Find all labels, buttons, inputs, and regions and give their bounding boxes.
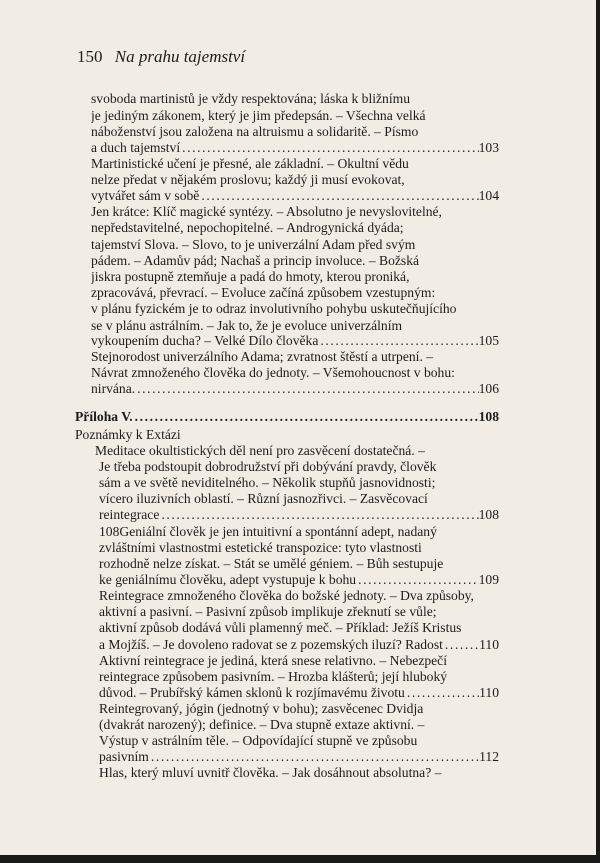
- dot-leader: [149, 749, 479, 765]
- toc-line: [91, 253, 499, 269]
- toc-page-number: 103: [478, 140, 499, 155]
- toc-text: nirvána.: [91, 381, 136, 396]
- toc-line: [91, 204, 499, 220]
- toc-text: v plánu fyzickém je to odraz involutivního pohybu uskutečňujícího: [91, 301, 457, 316]
- toc-entry-with-page: [91, 188, 499, 204]
- toc-text: Příloha V.: [75, 409, 133, 424]
- toc-text: reintegrace: [99, 507, 160, 522]
- toc-line: [91, 269, 499, 285]
- toc-line: [91, 172, 499, 188]
- toc-line: [99, 459, 499, 475]
- toc-text: Meditace okultistických děl není pro zasvěcení dostatečná. –: [95, 443, 425, 458]
- toc-text: aktivní a pasivní. – Pasivní způsob implikuje zřeknutí se vůle;: [99, 604, 437, 619]
- toc-line: [99, 620, 499, 636]
- toc-text: reintegrace způsobem pasivním. – Hrozba klášterů; její hluboký: [99, 669, 448, 684]
- toc-line: [91, 301, 499, 317]
- toc-text: Jen krátce: Klíč magické syntézy. – Absolutno je nevyslovitelné,: [91, 204, 442, 219]
- toc-page-number: 108: [478, 409, 499, 424]
- toc-text: je jediným zákonem, který je jim předepsán. – Všechna velká: [91, 108, 426, 123]
- toc-text: (dvakrát narozený); definice. – Dva stupně extaze aktivní. –: [99, 717, 425, 732]
- running-header: [77, 47, 245, 67]
- toc-text: vykoupením ducha? – Velké Dílo člověka: [91, 333, 319, 348]
- toc-page-number: 105: [478, 333, 499, 348]
- toc-page-number: 112: [479, 749, 499, 764]
- toc-line: [99, 540, 499, 556]
- toc-entry-with-page: [75, 409, 499, 425]
- dot-leader: [443, 637, 479, 653]
- dot-leader: [199, 188, 478, 204]
- toc-line: [99, 604, 499, 620]
- toc-text: Návrat zmnoženého člověka do jednoty. – Všemohoucnost v bohu:: [91, 365, 455, 380]
- toc-text: a duch tajemství: [91, 140, 181, 155]
- toc-entry-with-page: [91, 333, 499, 349]
- toc-text: 108Geniální člověk je jen intuitivní a spontánní adept, nadaný: [99, 524, 437, 539]
- toc-text: vícero iluzivních oblastí. – Různí jasnozřivci. – Zasvěcovací: [99, 491, 428, 506]
- toc-line: [91, 108, 499, 124]
- toc-page-number: 106: [478, 381, 499, 396]
- toc-line: [99, 653, 499, 669]
- dot-leader: [159, 507, 478, 523]
- toc-page-number: 109: [478, 572, 499, 587]
- toc-text: Je třeba podstoupit dobrodružství při dobývání pravdy, člověk: [99, 459, 437, 474]
- toc-text: jiskra postupně ztemňuje a padá do hmoty, kterou proniká,: [91, 269, 410, 284]
- dot-leader: [405, 685, 479, 701]
- toc-text: pádem. – Adamův pád; Nachaš a princip involuce. – Božská: [91, 253, 420, 268]
- toc-text: zvláštními vlastnostmi estetické transpozice: tyto vlastnosti: [99, 540, 422, 555]
- toc-line: [99, 733, 499, 749]
- toc-text: Hlas, který mluví uvnitř člověka. – Jak dosáhnout absolutna? –: [99, 765, 442, 780]
- toc-line: [75, 427, 499, 443]
- toc-text: ke geniálnímu člověku, adept vystupuje k bohu: [99, 572, 357, 587]
- toc-text: nepředstavitelné, nepochopitelné. – Androgynická dyáda;: [91, 220, 404, 235]
- toc-text: Reintegrovaný, jógin (jednotný v bohu); zasvěcenec Dvidja: [99, 701, 424, 716]
- toc-line: [91, 220, 499, 236]
- toc-text: se v plánu astrálním. – Jak to, že je evoluce univerzálním: [91, 318, 403, 333]
- toc-line: [99, 669, 499, 685]
- toc-line: [99, 765, 499, 781]
- toc-text: svoboda martinistů je vždy respektována; láska k bližnímu: [91, 91, 411, 106]
- toc-text: aktivní způsob dodává vůli plamenný meč. – Příklad: Ježíš Kristus: [99, 620, 462, 635]
- toc-entry-with-page: [99, 685, 499, 701]
- toc-text: nelze předat v nějakém proslovu; každý ji musí evokovat,: [91, 172, 405, 187]
- toc-text: Stejnorodost univerzálního Adama; zvratnost štěstí a utrpení. –: [91, 349, 434, 364]
- toc-line: [95, 443, 499, 459]
- toc-line: [91, 349, 499, 365]
- toc-entry-with-page: [91, 381, 499, 397]
- toc-text: zpracovává, převrací. – Evoluce začíná způsobem vzestupným:: [91, 285, 436, 300]
- toc-text: sám a ve světě neviditelného. – Několik stupňů jasnovidnosti;: [99, 475, 436, 490]
- toc-line: [91, 124, 499, 140]
- toc-line: [91, 91, 499, 107]
- dot-leader: [180, 140, 479, 156]
- dot-leader: [133, 409, 479, 425]
- toc-page-number: 110: [479, 637, 499, 652]
- toc-line: [99, 701, 499, 717]
- toc-page-number: 108: [478, 507, 499, 522]
- toc-entry-with-page: [99, 507, 499, 523]
- toc-entry-with-page: [91, 140, 499, 156]
- toc-line: [91, 285, 499, 301]
- toc-entry-with-page: [99, 572, 499, 588]
- toc-line: [99, 475, 499, 491]
- toc-page-number: 110: [479, 685, 499, 700]
- toc-text: a Mojžíš. – Je dovoleno radovat se z pozemských iluzí? Radost: [99, 637, 443, 652]
- toc-text: vytvářet sám v sobě: [91, 188, 200, 203]
- toc-line: [99, 556, 499, 572]
- toc-line: [99, 524, 499, 540]
- toc-text: Martinistické učení je přesné, ale základní. – Okultní vědu: [91, 156, 409, 171]
- toc-line: [91, 237, 499, 253]
- toc-text: Poznámky k Extázi: [75, 427, 181, 442]
- page-number: 150: [77, 47, 103, 66]
- toc-text: Aktivní reintegrace je jediná, která snese relativno. – Nebezpečí: [99, 653, 447, 668]
- dot-leader: [135, 381, 478, 397]
- toc-text: Reintegrace zmnoženého člověka do božské jednoty. – Dva způsoby,: [99, 588, 474, 603]
- toc-line: [99, 588, 499, 604]
- toc-text: Výstup v astrálním těle. – Odpovídající stupně ve způsobu: [99, 733, 418, 748]
- toc-entry-with-page: [99, 749, 499, 765]
- toc-page-number: 104: [478, 188, 499, 203]
- dot-leader: [318, 333, 478, 349]
- toc-line: [91, 318, 499, 334]
- toc-text: pasivním: [99, 749, 149, 764]
- toc-text: náboženství jsou založena na altruismu a solidaritě. – Písmo: [91, 124, 419, 139]
- toc-line: [91, 156, 499, 172]
- toc-line: [99, 717, 499, 733]
- toc-text: rozhodně nelze získat. – Stát se umělé géniem. – Bůh sestupuje: [99, 556, 444, 571]
- dot-leader: [356, 572, 479, 588]
- toc-text: důvod. – Prubířský kámen sklonů k rozjímavému životu: [99, 685, 405, 700]
- toc-line: [99, 491, 499, 507]
- toc-text: tajemství Slova. – Slovo, to je univerzální Adam před svým: [91, 237, 416, 252]
- toc-line: [91, 365, 499, 381]
- running-title: Na prahu tajemství: [114, 47, 246, 66]
- toc-entry-with-page: [99, 637, 499, 653]
